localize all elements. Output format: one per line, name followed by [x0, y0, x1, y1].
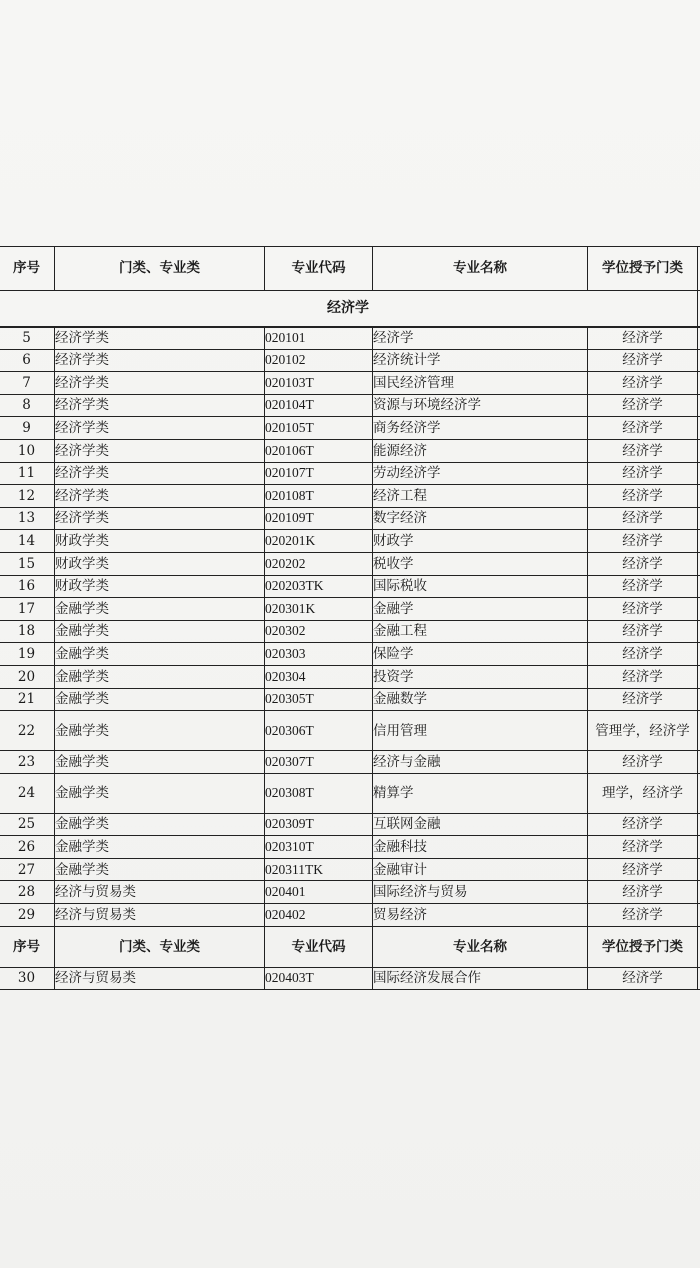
table-row — [0, 643, 700, 666]
cell-name: 国际税收 — [373, 575, 588, 598]
table-row — [0, 439, 700, 462]
cell-category: 财政学类 — [55, 530, 265, 553]
header-name: 专业名称 — [373, 247, 588, 291]
table-row — [0, 881, 700, 904]
cell-degree: 经济学 — [588, 485, 698, 508]
cell-degree: 经济学 — [588, 643, 698, 666]
cell-degree: 经济学 — [588, 967, 698, 990]
cell-index: 18 — [0, 620, 55, 643]
cell-degree: 经济学 — [588, 462, 698, 485]
cell-name: 数字经济 — [373, 507, 588, 530]
cell-category: 经济学类 — [55, 417, 265, 440]
cell-index: 11 — [0, 462, 55, 485]
cell-index: 27 — [0, 858, 55, 881]
table-row — [0, 372, 700, 395]
table-row — [0, 598, 700, 621]
cell-code: 020401 — [265, 881, 373, 904]
table-row — [0, 813, 700, 836]
cell-code: 020102 — [265, 349, 373, 372]
cell-code: 020306T — [265, 711, 373, 751]
cell-index: 29 — [0, 904, 55, 927]
cell-degree: 经济学 — [588, 620, 698, 643]
cell-category: 金融学类 — [55, 643, 265, 666]
cell-degree: 经济学 — [588, 349, 698, 372]
cell-name: 经济学 — [373, 327, 588, 350]
cell-code: 020103T — [265, 372, 373, 395]
header-category: 门类、专业类 — [55, 247, 265, 291]
table-row — [0, 394, 700, 417]
cell-name: 保险学 — [373, 643, 588, 666]
header-code: 专业代码 — [265, 926, 373, 967]
cell-degree: 经济学 — [588, 751, 698, 774]
cell-code: 020101 — [265, 327, 373, 350]
cell-name: 经济与金融 — [373, 751, 588, 774]
table-row — [0, 711, 700, 751]
cell-category: 金融学类 — [55, 711, 265, 751]
cell-name: 劳动经济学 — [373, 462, 588, 485]
cell-degree: 经济学 — [588, 439, 698, 462]
cell-name: 国际经济与贸易 — [373, 881, 588, 904]
cell-category: 财政学类 — [55, 575, 265, 598]
cell-name: 投资学 — [373, 665, 588, 688]
cell-name: 经济统计学 — [373, 349, 588, 372]
cell-index: 26 — [0, 836, 55, 859]
cell-code: 020403T — [265, 967, 373, 990]
cell-code: 020203TK — [265, 575, 373, 598]
cell-index: 24 — [0, 773, 55, 813]
cell-index: 28 — [0, 881, 55, 904]
cell-degree: 经济学 — [588, 858, 698, 881]
table-row — [0, 620, 700, 643]
header-index: 序号 — [0, 247, 55, 291]
cell-code: 020108T — [265, 485, 373, 508]
cell-degree: 经济学 — [588, 552, 698, 575]
header-degree: 学位授予门类 — [588, 247, 698, 291]
cell-name: 资源与环境经济学 — [373, 394, 588, 417]
cell-name: 金融审计 — [373, 858, 588, 881]
cell-name: 国民经济管理 — [373, 372, 588, 395]
cell-index: 14 — [0, 530, 55, 553]
section-row — [0, 291, 700, 327]
cell-name: 信用管理 — [373, 711, 588, 751]
cell-index: 15 — [0, 552, 55, 575]
cell-degree: 经济学 — [588, 688, 698, 711]
cell-code: 020304 — [265, 665, 373, 688]
cell-category: 经济学类 — [55, 439, 265, 462]
cell-name: 商务经济学 — [373, 417, 588, 440]
table-row — [0, 751, 700, 774]
cell-name: 国际经济发展合作 — [373, 967, 588, 990]
cell-degree: 经济学 — [588, 372, 698, 395]
cell-category: 经济学类 — [55, 394, 265, 417]
cell-category: 财政学类 — [55, 552, 265, 575]
table-row — [0, 773, 700, 813]
cell-index: 13 — [0, 507, 55, 530]
cell-code: 020105T — [265, 417, 373, 440]
cell-name: 贸易经济 — [373, 904, 588, 927]
cell-code: 020301K — [265, 598, 373, 621]
cell-code: 020309T — [265, 813, 373, 836]
cell-category: 经济学类 — [55, 462, 265, 485]
cell-category: 金融学类 — [55, 665, 265, 688]
cell-code: 020303 — [265, 643, 373, 666]
cell-index: 30 — [0, 967, 55, 990]
cell-code: 020109T — [265, 507, 373, 530]
header-index: 序号 — [0, 926, 55, 967]
cell-degree: 经济学 — [588, 904, 698, 927]
cell-category: 经济学类 — [55, 349, 265, 372]
cell-name: 互联网金融 — [373, 813, 588, 836]
cell-category: 金融学类 — [55, 836, 265, 859]
cell-category: 经济学类 — [55, 507, 265, 530]
cell-index: 16 — [0, 575, 55, 598]
cell-name: 金融学 — [373, 598, 588, 621]
header-category: 门类、专业类 — [55, 926, 265, 967]
cell-index: 21 — [0, 688, 55, 711]
table-row — [0, 417, 700, 440]
cell-degree: 经济学 — [588, 836, 698, 859]
cell-index: 12 — [0, 485, 55, 508]
cell-code: 020106T — [265, 439, 373, 462]
cell-degree: 经济学 — [588, 327, 698, 350]
table-row — [0, 665, 700, 688]
header-code: 专业代码 — [265, 247, 373, 291]
cell-code: 020202 — [265, 552, 373, 575]
table-row — [0, 904, 700, 927]
cell-index: 7 — [0, 372, 55, 395]
cell-code: 020201K — [265, 530, 373, 553]
cell-degree: 经济学 — [588, 530, 698, 553]
cell-category: 金融学类 — [55, 813, 265, 836]
cell-degree: 经济学 — [588, 394, 698, 417]
cell-code: 020302 — [265, 620, 373, 643]
table-row — [0, 967, 700, 990]
table-row — [0, 327, 700, 350]
cell-index: 23 — [0, 751, 55, 774]
table-row — [0, 462, 700, 485]
cell-category: 金融学类 — [55, 773, 265, 813]
cell-degree: 管理学，经济学 — [588, 711, 698, 751]
cell-name: 能源经济 — [373, 439, 588, 462]
cell-category: 经济与贸易类 — [55, 967, 265, 990]
cell-code: 020311TK — [265, 858, 373, 881]
cell-degree: 经济学 — [588, 598, 698, 621]
table-row — [0, 552, 700, 575]
cell-name: 财政学 — [373, 530, 588, 553]
cell-degree: 经济学 — [588, 813, 698, 836]
cell-index: 25 — [0, 813, 55, 836]
cell-name: 金融工程 — [373, 620, 588, 643]
cell-code: 020107T — [265, 462, 373, 485]
cell-code: 020310T — [265, 836, 373, 859]
cell-name: 经济工程 — [373, 485, 588, 508]
table-header-row — [0, 247, 700, 291]
cell-category: 经济与贸易类 — [55, 881, 265, 904]
cell-code: 020104T — [265, 394, 373, 417]
cell-index: 19 — [0, 643, 55, 666]
cell-degree: 理学，经济学 — [588, 773, 698, 813]
cell-index: 6 — [0, 349, 55, 372]
cell-name: 税收学 — [373, 552, 588, 575]
cell-degree: 经济学 — [588, 507, 698, 530]
table-row — [0, 485, 700, 508]
table-header-row-repeat — [0, 926, 700, 967]
table-row — [0, 688, 700, 711]
table-row — [0, 575, 700, 598]
cell-category: 经济与贸易类 — [55, 904, 265, 927]
cell-code: 020307T — [265, 751, 373, 774]
cell-degree: 经济学 — [588, 881, 698, 904]
table-row — [0, 530, 700, 553]
cell-index: 17 — [0, 598, 55, 621]
cell-category: 金融学类 — [55, 598, 265, 621]
table-row — [0, 349, 700, 372]
cell-category: 金融学类 — [55, 620, 265, 643]
cell-index: 10 — [0, 439, 55, 462]
cell-category: 经济学类 — [55, 327, 265, 350]
cell-index: 22 — [0, 711, 55, 751]
cell-degree: 经济学 — [588, 575, 698, 598]
cell-category: 经济学类 — [55, 485, 265, 508]
cell-degree: 经济学 — [588, 665, 698, 688]
table-row — [0, 858, 700, 881]
cell-index: 9 — [0, 417, 55, 440]
cell-name: 精算学 — [373, 773, 588, 813]
cell-index: 8 — [0, 394, 55, 417]
cell-category: 金融学类 — [55, 688, 265, 711]
table-row — [0, 507, 700, 530]
cell-category: 金融学类 — [55, 751, 265, 774]
cell-category: 金融学类 — [55, 858, 265, 881]
header-degree: 学位授予门类 — [588, 926, 698, 967]
cell-degree: 经济学 — [588, 417, 698, 440]
cell-code: 020402 — [265, 904, 373, 927]
header-name: 专业名称 — [373, 926, 588, 967]
majors-table — [0, 246, 700, 990]
section-title: 经济学 — [0, 291, 698, 327]
cell-name: 金融科技 — [373, 836, 588, 859]
cell-code: 020308T — [265, 773, 373, 813]
cell-index: 20 — [0, 665, 55, 688]
cell-index: 5 — [0, 327, 55, 350]
cell-name: 金融数学 — [373, 688, 588, 711]
cell-code: 020305T — [265, 688, 373, 711]
cell-category: 经济学类 — [55, 372, 265, 395]
table-row — [0, 836, 700, 859]
